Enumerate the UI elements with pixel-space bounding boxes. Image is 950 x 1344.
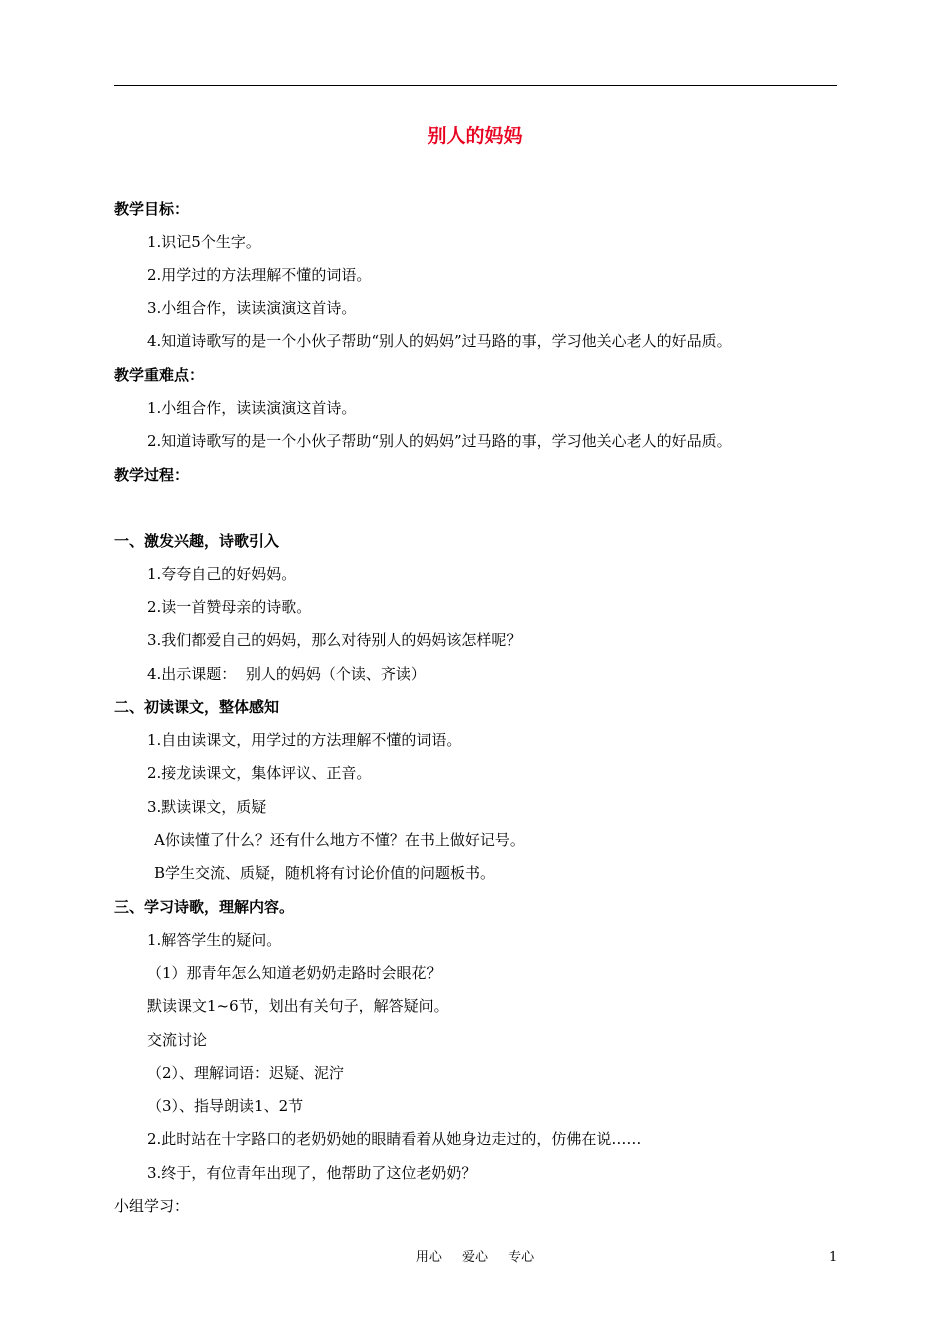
footer-motto: 用心 (415, 1250, 442, 1265)
footer-motto: 专心 (508, 1250, 535, 1265)
section1-item: 2.读一首赞母亲的诗歌。 (147, 598, 312, 616)
section2-item: A你读懂了什么？还有什么地方不懂？在书上做好记号。 (154, 831, 525, 849)
footer-motto: 爱心 (461, 1250, 488, 1265)
section1-item: 1.夸夸自己的好妈妈。 (147, 565, 297, 583)
section3-item: 3.终于，有位青年出现了，他帮助了这位老奶奶？ (147, 1164, 477, 1182)
header-rule (114, 85, 837, 86)
goal-item: 1.识记5个生字。 (147, 233, 261, 251)
process-heading: 教学过程： (114, 466, 190, 484)
section3-heading: 三、学习诗歌，理解内容。 (114, 898, 295, 916)
section3-item: 1.解答学生的疑问。 (147, 931, 282, 949)
key-point-item: 2.知道诗歌写的是一个小伙子帮助“别人的妈妈”过马路的事，学习他关心老人的好品质。 (147, 432, 732, 450)
goal-item: 3.小组合作，读读演演这首诗。 (147, 299, 357, 317)
section2-heading: 二、初读课文，整体感知 (114, 698, 280, 716)
document-title: 别人的妈妈 (427, 125, 523, 147)
key-point-item: 1.小组合作，读读演演这首诗。 (147, 399, 357, 417)
key-points-heading: 教学重难点： (114, 366, 205, 384)
section3-item: 默读课文1~6节，划出有关句子，解答疑问。 (147, 997, 449, 1015)
section1-item: 4.出示课题： 别人的妈妈（个读、齐读） (147, 665, 426, 683)
section2-item: 2.接龙读课文，集体评议、正音。 (147, 764, 372, 782)
goal-item: 4.知道诗歌写的是一个小伙子帮助“别人的妈妈”过马路的事，学习他关心老人的好品质。 (147, 332, 732, 350)
section2-item: 1.自由读课文，用学过的方法理解不懂的词语。 (147, 731, 462, 749)
section3-item: （1）那青年怎么知道老奶奶走路时会眼花？ (147, 964, 442, 982)
section3-item: 交流讨论 (147, 1031, 208, 1049)
small-group-study: 小组学习： (114, 1197, 190, 1215)
goals-heading: 教学目标： (114, 200, 190, 218)
section2-item: 3.默读课文，质疑 (147, 798, 267, 816)
section2-item: B学生交流、质疑，随机将有讨论价值的问题板书。 (154, 864, 496, 882)
section3-item: （3）、指导朗读1、2节 (147, 1097, 304, 1115)
section3-item: （2）、理解词语：迟疑、泥泞 (147, 1064, 345, 1082)
section1-item: 3.我们都爱自己的妈妈，那么对待别人的妈妈该怎样呢？ (147, 631, 522, 649)
page-footer (0, 1249, 950, 1267)
goal-item: 2.用学过的方法理解不懂的词语。 (147, 266, 372, 284)
section1-heading: 一、激发兴趣，诗歌引入 (114, 532, 280, 550)
page-number: 1 (829, 1250, 838, 1265)
section3-item: 2.此时站在十字路口的老奶奶她的眼睛看着从她身边走过的，仿佛在说…… (147, 1130, 642, 1148)
